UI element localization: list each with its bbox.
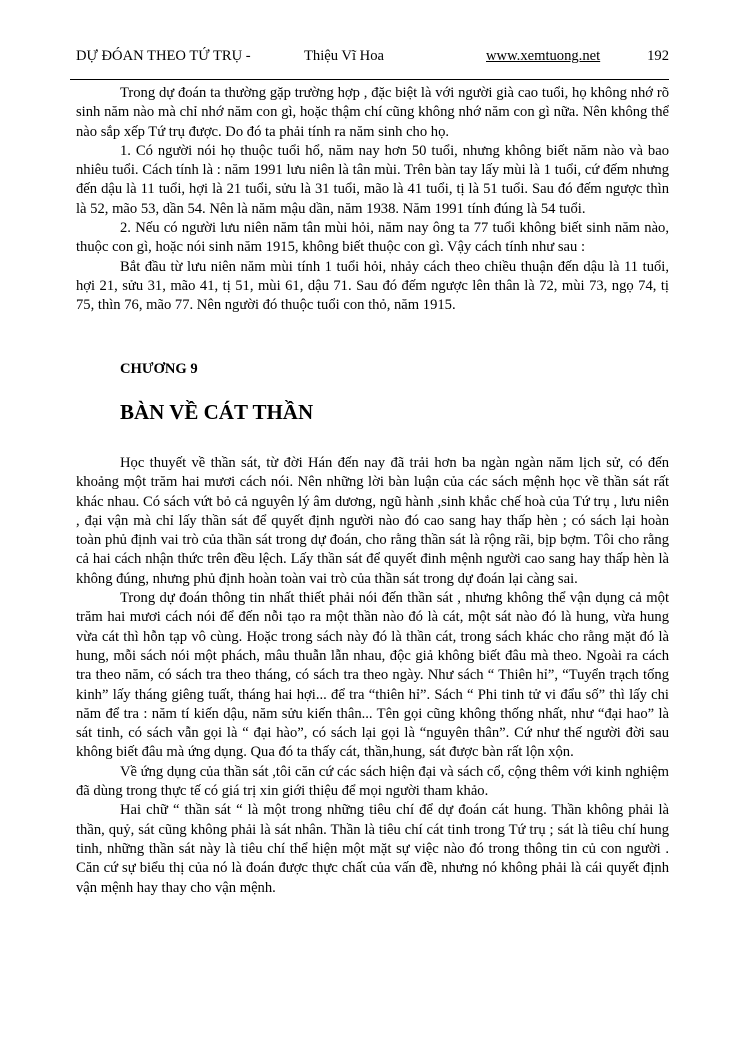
chapter-title: BÀN VỀ CÁT THẦN <box>120 400 314 424</box>
header-website-link[interactable]: www.xemtuong.net <box>486 48 601 64</box>
header-book-title: DỰ ĐÓAN THEO TỨ TRỤ - <box>76 48 251 64</box>
paragraph: Hai chữ “ thần sát “ là một trong những tiêu chí để dự đoán cát hung. Thần không phải là thần, quỷ, sát cũng không phải là sát nhân. Thần là tiêu chí cát tinh trong Tứ trụ ; sát là tiêu chí hung tinh, những thần sát này là tiêu chí thể hiện một mặt sự việc nào đó trong thông tin củ con người . Căn cứ sự biểu thị của nó là đoán được thực chất của vấn đề, nhưng nó không phải là cái quyết định vận mệnh hay thay cho vận mệnh. <box>76 802 669 896</box>
intro-section <box>76 84 669 316</box>
paragraph: Bắt đầu từ lưu niên năm mùi tính 1 tuổi hỏi, nhảy cách theo chiều thuận đến dậu là 11 tuổi, hợi 21, sửu 31, mão 41, tị 51, mùi 61, dậu 71. Sau đó đếm ngược lên thân là 72, mùi 73, ngọ 74, tị 75, thìn 76, mão 77. Nên người đó thuộc tuổi con thỏ, năm 1915. <box>76 258 669 314</box>
chapter-body <box>76 454 669 898</box>
paragraph: Trong dự đoán ta thường gặp trường hợp , đặc biệt là với người già cao tuổi, họ không nhớ rõ sinh năm nào mà chỉ nhớ năm con gì, hoặc thậm chí cũng không nhớ năm con gì nữa. Nên không thể nào sắp xếp Tứ trụ được. Do đó ta phải tính ra năm sinh cho họ. <box>76 85 669 140</box>
paragraph: 1. Có người nói họ thuộc tuổi hổ, năm nay hơn 50 tuổi, nhưng không biết năm nào và bao nhiêu tuổi. Cách tính là : năm 1991 lưu niên là tân mùi. Trên bàn tay lấy mùi là 1 tuổi, cứ đếm nhưng đến dậu là 11 tuổi, hợi là 21 tuổi, sửu là 31 tuổi, mão là 41 tuổi, tị là 51 tuổi. Sau đó đếm ngược thìn là 52, mão 53, dần 54. Nên là năm mậu dần, năm 1938. Năm 1991 tính đúng là 54 tuổi. <box>76 142 669 217</box>
header-page-number: 192 <box>647 48 669 64</box>
paragraph: Học thuyết về thần sát, từ đời Hán đến nay đã trải hơn ba ngàn ngàn năm lịch sử, có đến khoảng một trăm hai mươi cách nói. Nên những lời bàn luận của các sách mệnh học về thần sát rất khác nhau. Có sách vứt bỏ cả nguyên lý âm dương, ngũ hành ,sinh khắc chế hoà của Tứ trụ , lưu niên , đại vận mà chỉ lấy thần sát để quyết định người nào đó cao sang hay thấp hèn ; có sách lại hoàn toàn phủ định vai trò của thần sát trong dự đoán, cho rằng thần sát là rộng rãi, bịp bợm. Tôi cho rằng cả hai cách nhận thức trên đều lệch. Lấy thần sát để quyết đinh mệnh người cao sang hay thấp hèn là không đúng, nhưng phủ định hoàn toàn vai trò của thần sát trong dự đoán lại càng sai. <box>76 455 669 587</box>
paragraph: 2. Nếu có người lưu niên năm tân mùi hỏi, năm nay ông ta 77 tuổi không biết sinh năm nào, thuộc con gì, hoặc nói sinh năm 1915, không biết thuộc con gì. Vậy cách tính như sau : <box>76 220 669 256</box>
header-author: Thiệu Vĩ Hoa <box>304 48 384 64</box>
paragraph: Về ứng dụng của thần sát ,tôi căn cứ các sách hiện đại và sách cổ, cộng thêm với kinh nghiệm đã dùng trong thực tế có giá trị xin giới thiệu để mọi người tham khảo. <box>76 763 669 800</box>
chapter-label: CHƯƠNG 9 <box>120 361 198 377</box>
paragraph: Trong dự đoán thông tin nhất thiết phải nói đến thần sát , nhưng không thể vận dụng cả một trăm hai mươi cách nói để đến nỗi tạo ra một thần nào đó là cát, một sát nào đó là hung, vừa hung vừa cát thì hỗn tạp vô cùng. Hoặc trong sách này đó là thần cát, trong sách khác cho rằng mặt đó là hung, mỗi sách nói một phách, mâu thuẫn lẫn nhau, độc giả không biết đâu mà theo. Ngoài ra cách tra theo năm, có sách tra theo tháng, có sách tra theo ngày. Như sách “ Thiên hỉ”, “Tuyển trạch tống kinh” lấy tháng giêng tuất, tháng hai hợi... để tra “thiên hỉ”. Sách “ Phi tinh tử vi đẩu số” thì lấy chi năm để tra : năm tí kiến dậu, năm sửu kiến thân... Tên gọi cũng không thống nhất, như “đại hao” là sát tinh, có sách vẫn gọi là “ đại hào”, có sách lại gọi là “nguyên thân”. Cứ như thế người đời sau không biết đâu mà ứng dụng. Qua đó ta thấy cát, thần,hung, sát được bàn rất lộn xộn. <box>76 590 669 761</box>
header-divider <box>70 79 669 80</box>
page-header <box>76 47 669 65</box>
